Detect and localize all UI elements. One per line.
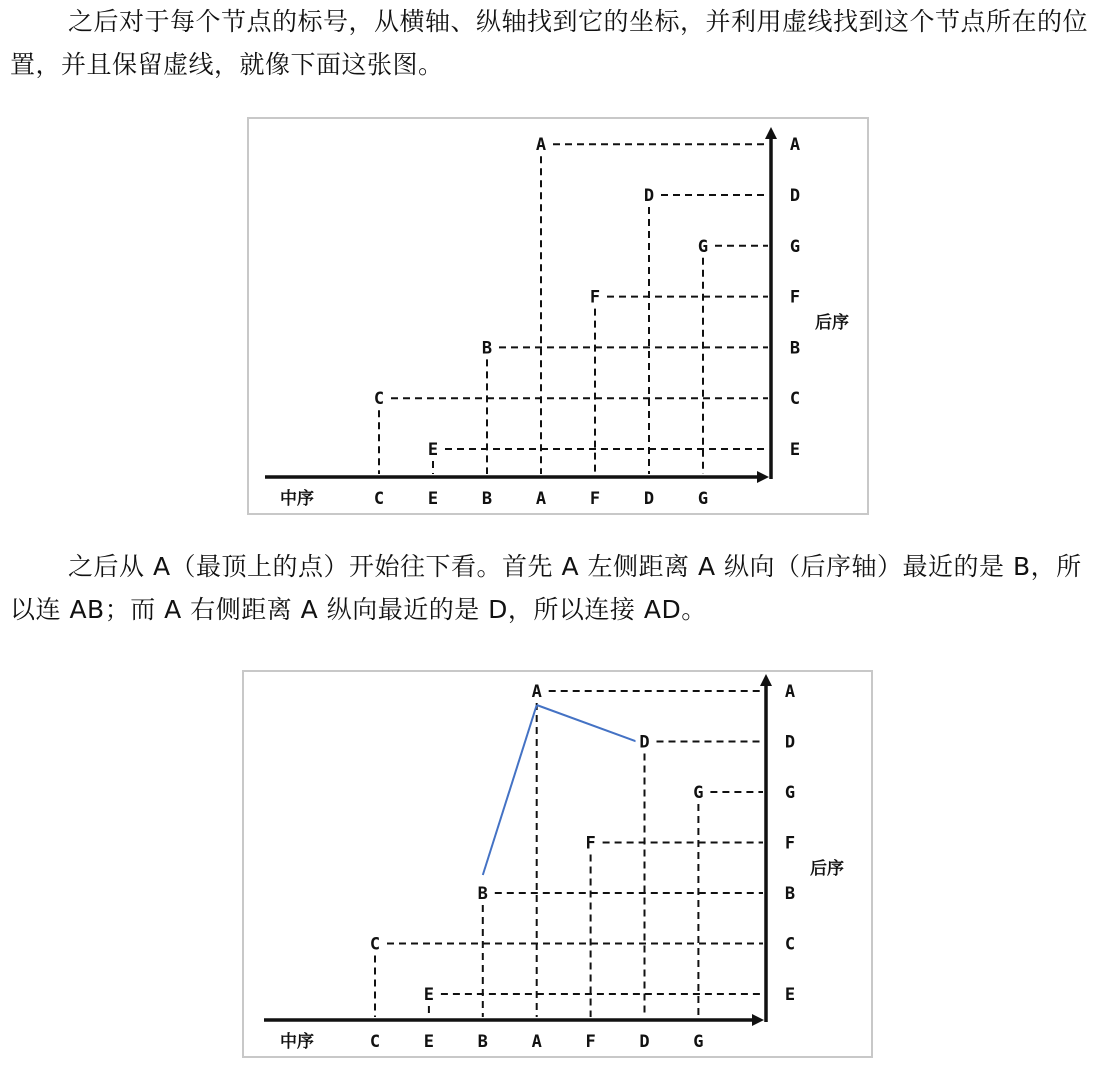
x-tick-G: G [697, 489, 709, 509]
y-tick-F: F [789, 287, 801, 308]
figure-inorder-postorder-grid [247, 117, 869, 515]
x-tick-F: F [585, 1032, 596, 1052]
figure-tree-edges-ab-ad [242, 670, 873, 1058]
x-tick-D: D [643, 489, 655, 509]
paragraph-intro: 之后对于每个节点的标号，从横轴、纵轴找到它的坐标，并利用虚线找到这个节点所在的位置，并且保留虚线，就像下面这张图。 [10, 7, 1089, 79]
y-tick-G: G [784, 783, 796, 803]
x-axis-arrow [752, 1014, 764, 1026]
x-tick-C: C [369, 1032, 381, 1052]
point-B: B [477, 884, 488, 904]
point-E: E [427, 440, 439, 460]
y-axis-title: 后序 [810, 859, 844, 879]
y-tick-C: C [789, 389, 801, 410]
point-B: B [481, 338, 493, 359]
y-tick-A: A [789, 135, 801, 156]
x-axis-title: 中序 [280, 1032, 314, 1052]
y-tick-D: D [789, 186, 801, 206]
y-axis-arrow [765, 127, 777, 139]
y-tick-B: B [789, 338, 801, 359]
point-C: C [373, 389, 385, 410]
x-axis-arrow [757, 471, 769, 483]
x-tick-D: D [639, 1032, 650, 1052]
point-F: F [589, 287, 601, 308]
y-tick-B: B [784, 884, 796, 904]
point-E: E [423, 985, 435, 1005]
y-axis-title: 后序 [815, 313, 849, 333]
y-tick-C: C [784, 934, 796, 955]
point-C: C [369, 934, 381, 955]
y-tick-E: E [784, 985, 796, 1005]
x-tick-A: A [531, 1032, 542, 1052]
point-G: G [693, 783, 704, 803]
x-tick-A: A [535, 489, 547, 509]
chart-svg-1 [249, 119, 871, 517]
point-A: A [535, 135, 547, 156]
point-F: F [585, 833, 596, 854]
y-tick-E: E [789, 440, 801, 460]
x-tick-B: B [477, 1032, 488, 1052]
x-tick-G: G [693, 1032, 704, 1052]
y-tick-F: F [784, 833, 796, 854]
point-G: G [697, 236, 709, 257]
paragraph-explanation: 之后从 A（最顶上的点）开始往下看。首先 A 左侧距离 A 纵向（后序轴）最近的是 B，所以连 AB；而 A 右侧距离 A 纵向最近的是 D，所以连接 AD。 [10, 552, 1082, 624]
y-tick-A: A [784, 682, 796, 702]
x-tick-C: C [373, 489, 385, 509]
point-A: A [531, 682, 542, 702]
chart-svg-2 [244, 672, 875, 1060]
x-tick-E: E [427, 489, 439, 509]
x-tick-F: F [589, 489, 601, 509]
y-tick-G: G [789, 236, 801, 257]
point-D: D [643, 186, 655, 206]
y-axis-arrow [760, 674, 772, 686]
x-axis-title: 中序 [280, 489, 314, 509]
edge-AD [537, 705, 637, 742]
x-tick-E: E [423, 1032, 435, 1052]
y-tick-D: D [784, 732, 796, 753]
x-tick-B: B [481, 489, 493, 509]
point-D: D [639, 732, 650, 753]
edge-AB [483, 705, 537, 875]
